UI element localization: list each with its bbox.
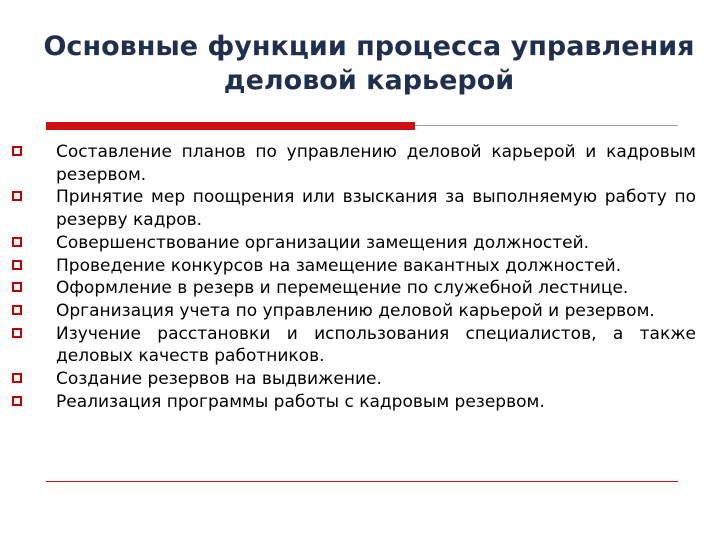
list-item-text: Изучение расстановки и использования специалистов, а также деловых качеств работников. xyxy=(56,323,696,367)
list-item xyxy=(12,300,696,323)
slide-title xyxy=(18,30,720,98)
square-bullet-icon xyxy=(12,305,22,315)
list-item-text: Принятие мер поощрения или взыскания за выполняемую работу по резерву кадров. xyxy=(56,187,696,231)
square-bullet-icon xyxy=(12,282,22,292)
function-list xyxy=(12,141,696,413)
list-item xyxy=(12,277,696,300)
square-bullet-icon xyxy=(12,328,22,338)
list-item-text: Оформление в резерв и перемещение по служебной лестнице. xyxy=(56,278,629,299)
list-item-text: Составление планов по управлению деловой карьерой и кадровым резервом. xyxy=(56,142,696,185)
title-accent-bar xyxy=(46,122,415,130)
square-bullet-icon xyxy=(12,396,22,406)
slide-title-line-2: деловой карьерой xyxy=(223,65,515,96)
list-item xyxy=(12,391,696,414)
list-item xyxy=(12,186,696,231)
list-item-text: Организация учета по управлению деловой карьерой и резервом. xyxy=(56,300,655,321)
list-item xyxy=(12,255,696,278)
bottom-divider xyxy=(46,481,678,482)
list-item-text: Реализация программы работы с кадровым резервом. xyxy=(56,391,545,412)
square-bullet-icon xyxy=(12,191,22,201)
list-item xyxy=(12,368,696,391)
list-item-text: Создание резервов на выдвижение. xyxy=(56,369,382,390)
square-bullet-icon xyxy=(12,146,22,156)
list-item xyxy=(12,232,696,255)
square-bullet-icon xyxy=(12,373,22,383)
list-item-text: Совершенствование организации замещения должностей. xyxy=(56,232,590,253)
slide-title-line-1: Основные функции процесса управления xyxy=(43,31,695,62)
square-bullet-icon xyxy=(12,237,22,247)
list-item-text: Проведение конкурсов на замещение вакантных должностей. xyxy=(56,255,622,276)
list-item xyxy=(12,323,696,368)
square-bullet-icon xyxy=(12,260,22,270)
list-item xyxy=(12,141,696,186)
